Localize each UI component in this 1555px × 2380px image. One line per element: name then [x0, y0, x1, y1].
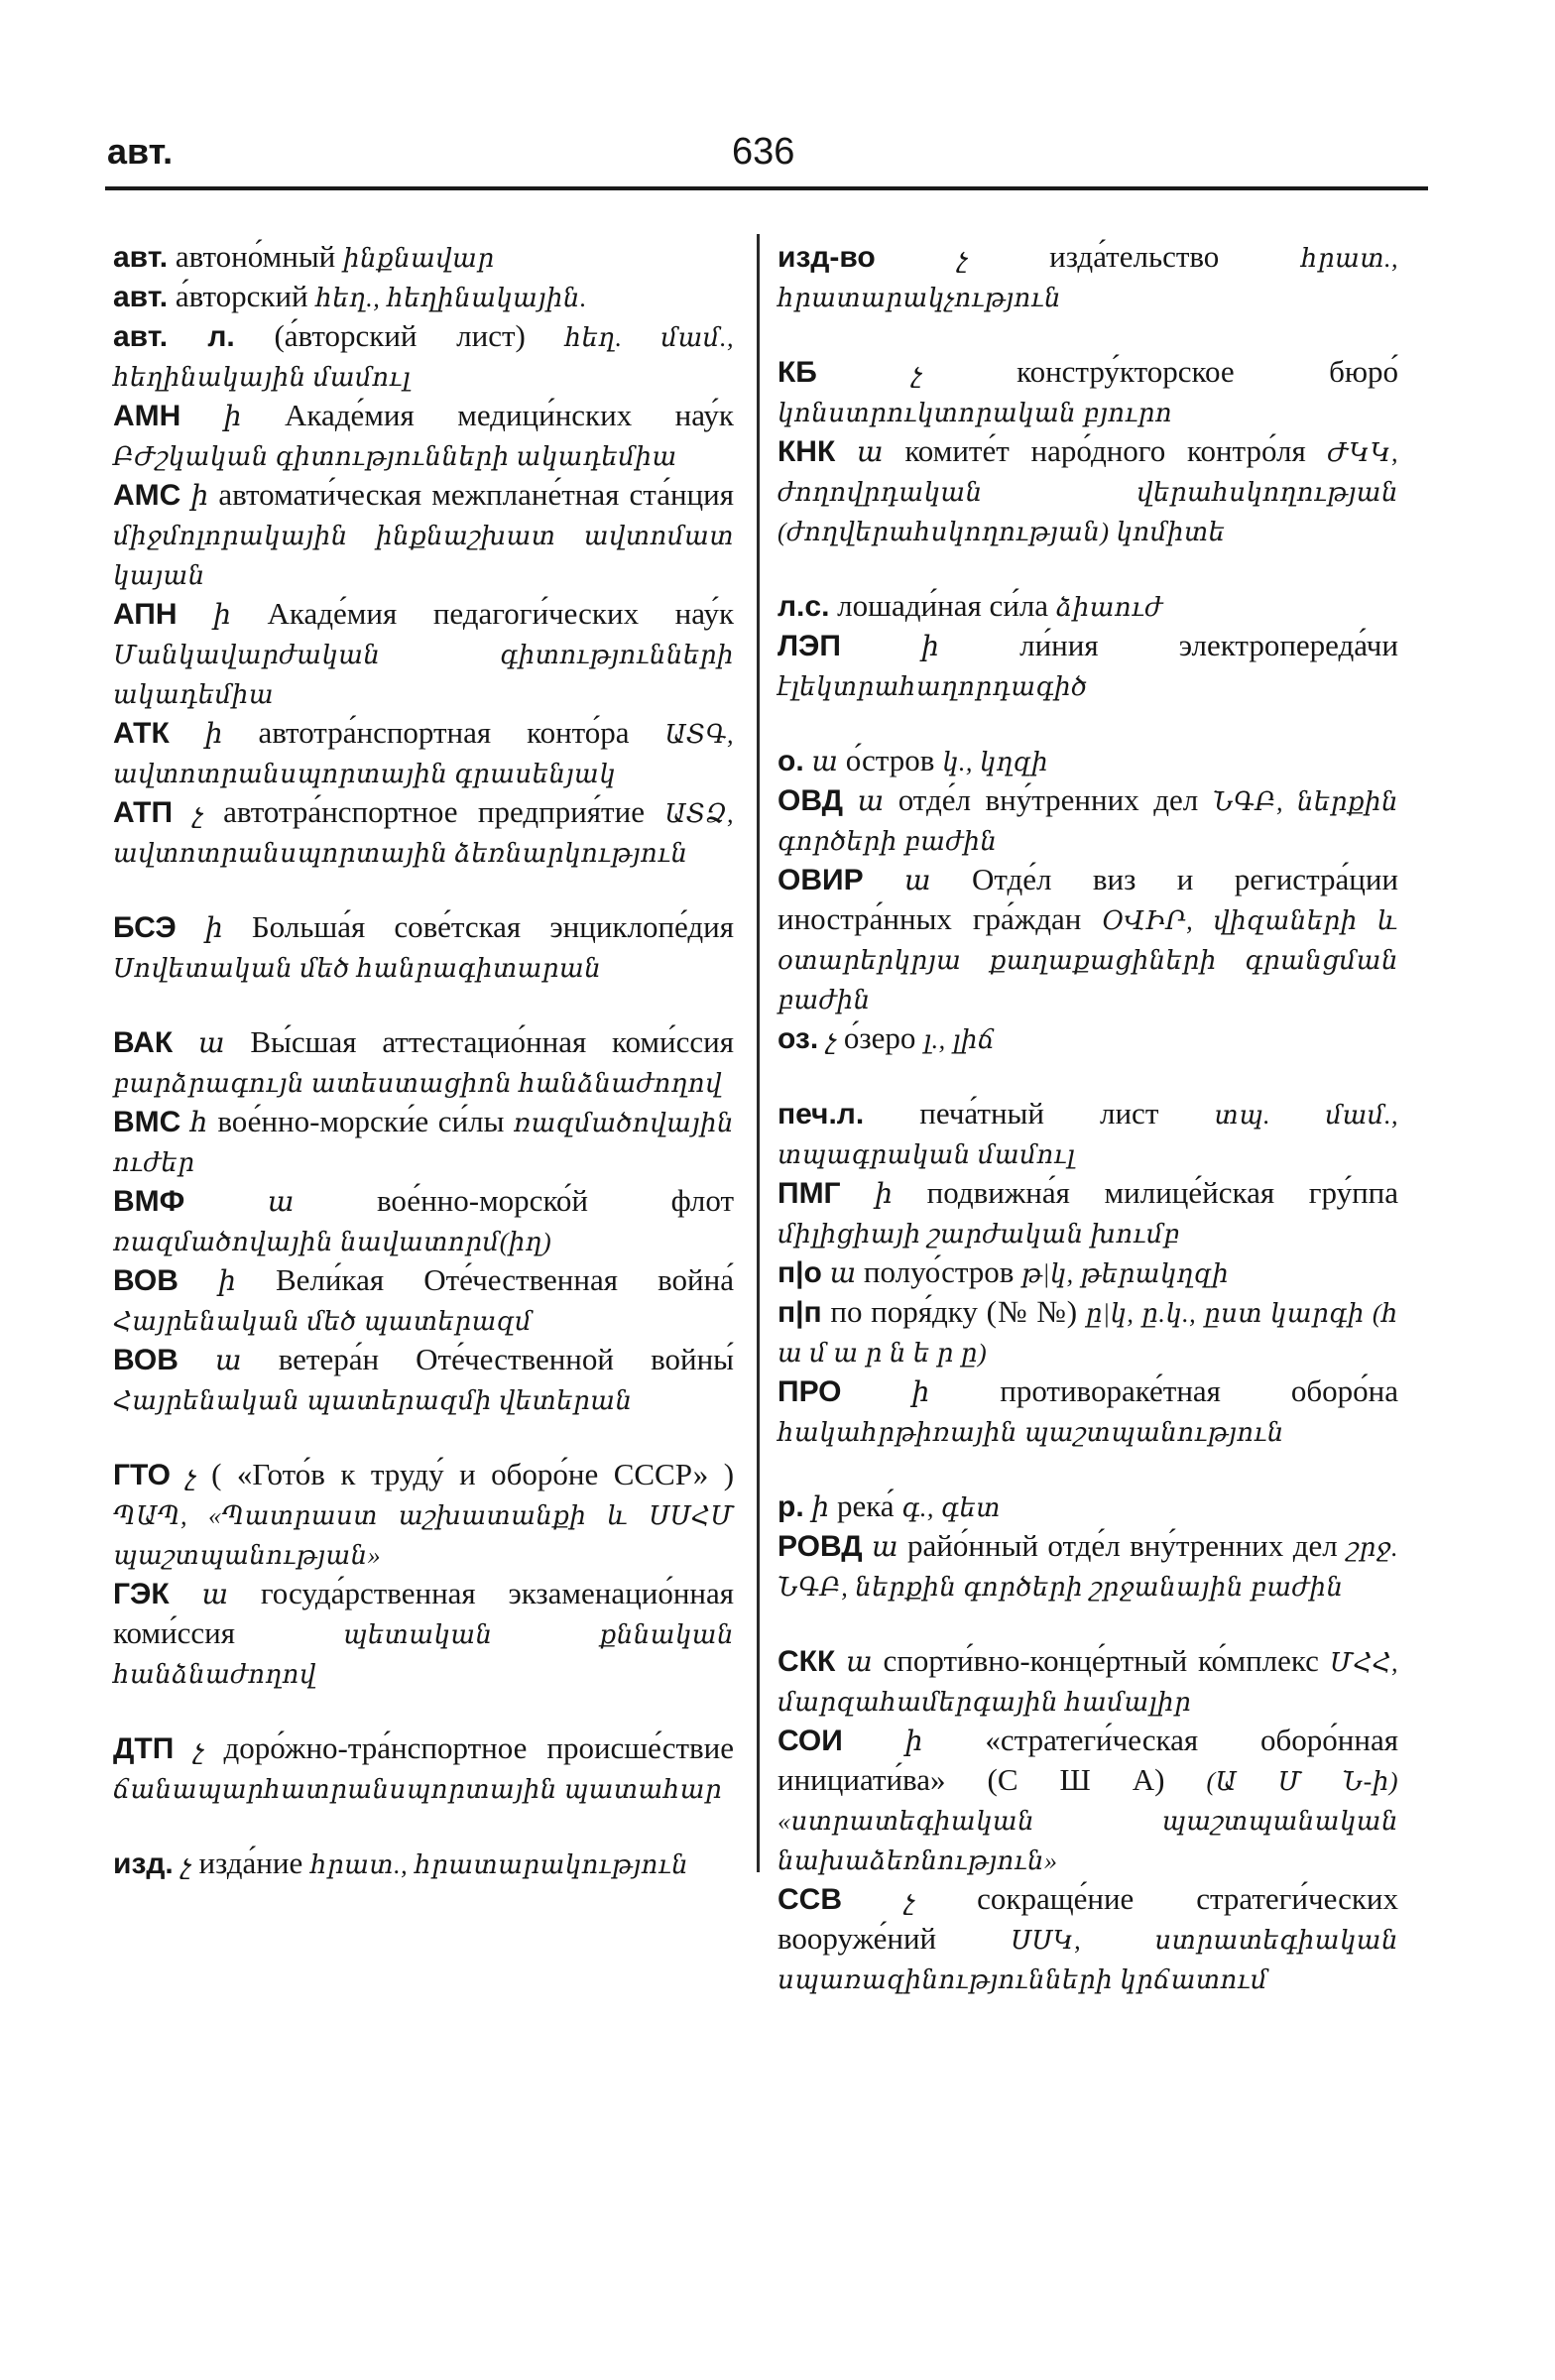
entry-abbreviation: ВМС — [113, 1106, 181, 1138]
entry-expansion: вое́нно-морски́е си́лы — [217, 1104, 505, 1138]
dictionary-entry — [778, 1095, 1398, 1174]
entry-grammar-mark: ի — [204, 719, 223, 750]
entry-expansion: сокраще́ние стратеги́ческих вооруже́ний — [778, 1881, 1399, 1956]
entry-expansion: госуда́рственная экзаменацио́нная коми́ссия — [113, 1576, 735, 1650]
entry-grammar-mark: ի — [190, 481, 209, 512]
entry-abbreviation: л.с. — [778, 590, 830, 623]
entry-armenian-translation: պետական քննական հանձնաժողով — [113, 1620, 734, 1689]
entry-expansion: подвижна́я милице́йская гру́ппа — [926, 1175, 1399, 1210]
entry-expansion: автоно́мный — [175, 239, 336, 274]
entry-expansion: а́вторский — [175, 279, 308, 313]
page-number: 636 — [732, 131, 795, 173]
entry-expansion: лошади́ная си́ла — [837, 588, 1049, 623]
entry-armenian-translation: միջմոլորակային ինքնաշխատ ավտոմատ կայան — [113, 522, 734, 590]
entry-armenian-translation: Սովետական մեծ հանրագիտարան — [113, 954, 602, 983]
entry-expansion: ( «Гото́в к труду́ и оборо́не СССР» ) — [211, 1457, 735, 1491]
entry-abbreviation: авт. — [113, 241, 169, 274]
entry-grammar-mark: չ — [957, 243, 968, 274]
entry-armenian-translation: Հայրենական պատերազմի վետերան — [113, 1386, 633, 1415]
dictionary-entry — [778, 627, 1398, 706]
entry-expansion: ветера́н Оте́чественной войны́ — [278, 1342, 735, 1376]
entry-abbreviation: АПН — [113, 598, 178, 631]
dictionary-entry — [113, 595, 734, 714]
entry-grammar-mark: ա — [872, 1532, 898, 1563]
entry-armenian-translation: ձիաուժ — [1055, 593, 1163, 622]
entry-abbreviation: авт. — [113, 281, 169, 313]
entry-armenian-translation: թ|կ, թերակղզի — [1021, 1259, 1230, 1288]
entry-grammar-mark: ա — [197, 1028, 225, 1059]
entry-abbreviation: КБ — [778, 356, 817, 389]
dictionary-entry — [778, 861, 1398, 1019]
dictionary-entry — [778, 1527, 1398, 1606]
left-column — [113, 238, 734, 1884]
entry-grammar-mark: չ — [903, 1885, 915, 1916]
entry-armenian-translation: ՕՎԻՐ, վիզաների և օտարերկրյա քաղաքացիների գրանցման բաժին — [778, 906, 1398, 1014]
entry-armenian-translation: ԱՏԳ, ավտոտրանսպորտային գրասենյակ — [113, 720, 735, 788]
entry-abbreviation: БСЭ — [113, 911, 177, 944]
entry-armenian-translation: (Ա Մ Ն-ի) «ստրատեգիական պաշտպանական նախաձեռնություն» — [778, 1767, 1399, 1875]
entry-grammar-mark: չ — [193, 1734, 204, 1765]
dictionary-entry — [113, 1341, 734, 1420]
entry-expansion: о́стров — [845, 743, 935, 777]
dictionary-entry — [113, 1103, 734, 1182]
entry-expansion: ли́ния электропереда́чи — [1019, 628, 1398, 662]
dictionary-entry — [778, 1174, 1398, 1253]
dictionary-entry — [113, 1023, 734, 1103]
dictionary-entry — [778, 432, 1398, 551]
entry-abbreviation: ДТП — [113, 1732, 175, 1765]
entry-grammar-mark: ի — [811, 1492, 830, 1523]
right-column — [778, 238, 1398, 1999]
header-rule — [105, 186, 1428, 190]
entry-abbreviation: ВОВ — [113, 1344, 179, 1376]
entry-abbreviation: ПМГ — [778, 1177, 841, 1210]
entry-armenian-translation: ՍՍԿ, ստրատեգիական սպառազինությունների կրճատում — [778, 1926, 1398, 1994]
entry-armenian-translation: տպ. մամ., տպագրական մամուլ — [778, 1101, 1399, 1169]
entry-abbreviation: АМН — [113, 400, 181, 432]
entry-expansion: (а́вторский лист) — [274, 318, 526, 353]
entry-grammar-mark: ի — [204, 913, 223, 944]
entry-abbreviation: ГЭК — [113, 1578, 170, 1610]
entry-abbreviation: КНК — [778, 435, 836, 468]
entry-expansion: противораке́тная оборо́на — [1000, 1373, 1399, 1408]
dictionary-entry — [778, 1293, 1398, 1372]
entry-armenian-translation: ռազմածովային ուժեր — [113, 1109, 735, 1177]
entry-grammar-mark: ա — [903, 866, 931, 896]
dictionary-entry — [113, 1456, 734, 1575]
entry-abbreviation: п|п — [778, 1296, 822, 1329]
entry-abbreviation: п|о — [778, 1256, 822, 1289]
dictionary-entry — [778, 353, 1398, 432]
entry-expansion: Акаде́мия педагоги́ческих нау́к — [267, 596, 735, 631]
entry-grammar-mark: ի — [218, 1266, 236, 1297]
entry-armenian-translation: ՆԳԲ, ներքին գործերի բաժին — [778, 787, 1399, 856]
entry-abbreviation: ВАК — [113, 1026, 174, 1059]
entry-grammar-mark: ա — [846, 1647, 873, 1678]
entry-abbreviation: АТК — [113, 717, 170, 750]
dictionary-entry — [778, 781, 1398, 861]
entry-expansion: Вы́сшая аттестацио́нная коми́ссия — [250, 1024, 735, 1059]
dictionary-entry — [113, 714, 734, 793]
dictionary-entry — [778, 587, 1398, 627]
entry-grammar-mark: չ — [825, 1024, 837, 1055]
entry-abbreviation: ВОВ — [113, 1264, 179, 1297]
entry-expansion: Вели́кая Оте́чественная война́ — [275, 1262, 734, 1297]
entry-armenian-translation: հրատ., հրատարակություն — [309, 1850, 689, 1879]
entry-expansion: изда́тельство — [1049, 239, 1220, 274]
entry-abbreviation: ОВД — [778, 784, 843, 817]
entry-armenian-translation: ռազմածովային նավատորմ(իղ) — [113, 1228, 552, 1256]
entry-armenian-translation: ինքնավար — [343, 244, 495, 273]
dictionary-entry — [778, 1880, 1398, 1999]
dictionary-entry — [113, 1844, 734, 1884]
entry-armenian-translation: ճանապարհատրանսպորտային պատահար — [113, 1775, 723, 1804]
entry-abbreviation: АТП — [113, 796, 174, 829]
entry-armenian-translation: հրատ., հրատարակչություն — [778, 244, 1399, 312]
entry-abbreviation: ССВ — [778, 1883, 842, 1916]
entry-armenian-translation: ԱՏՁ, ավտոտրանսպորտային ձեռնարկություն — [113, 799, 735, 868]
dictionary-entry — [113, 908, 734, 988]
entry-grammar-mark: ի — [911, 1377, 930, 1408]
entry-abbreviation: АМС — [113, 479, 181, 512]
entry-armenian-translation: հեղ. մամ., հեղինակային մամուլ — [113, 323, 735, 392]
dictionary-entry — [778, 1642, 1398, 1722]
dictionary-entry — [778, 1722, 1398, 1880]
entry-abbreviation: авт. л. — [113, 320, 235, 353]
entry-abbreviation: РОВД — [778, 1530, 863, 1563]
entry-grammar-mark: ա — [215, 1346, 242, 1376]
entry-abbreviation: о. — [778, 745, 804, 777]
entry-armenian-translation: ը|կ, ը.կ., ըստ կարգի (հ ա մ ա ր ն ե ր ը) — [778, 1299, 1399, 1368]
entry-abbreviation: ВМФ — [113, 1185, 185, 1218]
entry-abbreviation: ГТО — [113, 1459, 171, 1491]
entry-armenian-translation: հեղ., հեղինակային. — [315, 284, 587, 312]
entry-grammar-mark: հ — [189, 1108, 208, 1138]
entry-grammar-mark: ա — [857, 786, 885, 817]
entry-armenian-translation: կոնստրուկտորական բյուրո — [778, 399, 1173, 427]
dictionary-entry — [778, 238, 1398, 317]
entry-abbreviation: ЛЭП — [778, 630, 841, 662]
entry-grammar-mark: ի — [921, 632, 939, 662]
entry-abbreviation: ПРО — [778, 1375, 842, 1408]
dictionary-entry — [113, 476, 734, 595]
entry-grammar-mark: ի — [223, 402, 242, 432]
entry-expansion: «стратеги́ческая оборо́нная инициати́ва» (С Ш А) — [778, 1723, 1398, 1797]
entry-armenian-translation: միլիցիայի շարժական խումբ — [778, 1220, 1180, 1249]
entry-expansion: изда́ние — [198, 1845, 303, 1880]
entry-expansion: автомати́ческая межплане́тная ста́нция — [218, 477, 734, 512]
dictionary-entry — [778, 742, 1398, 781]
entry-expansion: Больша́я сове́тская энциклопе́дия — [251, 909, 735, 944]
entry-armenian-translation: բարձրագույն ատեստացիոն հանձնաժողով — [113, 1069, 723, 1098]
entry-expansion: Отде́л виз и регистра́ции иностра́нных гра́ждан — [778, 862, 1399, 936]
entry-abbreviation: р. — [778, 1490, 804, 1523]
dictionary-entry — [113, 793, 734, 873]
entry-grammar-mark: ա — [201, 1580, 229, 1610]
entry-grammar-mark: չ — [192, 798, 203, 829]
running-header-word: авт. — [107, 131, 174, 172]
entry-expansion: по поря́дку (№ №) — [830, 1294, 1078, 1329]
entry-armenian-translation: հակահրթիռային պաշտպանություն — [778, 1418, 1284, 1447]
entry-expansion: вое́нно-морско́й флот — [377, 1183, 735, 1218]
entry-expansion: констру́кторское бюро́ — [1017, 354, 1399, 389]
entry-expansion: автотра́нспортное предприя́тие — [223, 794, 645, 829]
entry-expansion: полуо́стров — [863, 1254, 1015, 1289]
dictionary-entry — [113, 397, 734, 476]
dictionary-entry — [778, 1019, 1398, 1059]
column-divider — [757, 234, 760, 1872]
entry-expansion: Акаде́мия медици́нских нау́к — [285, 398, 734, 432]
entry-armenian-translation: էլեկտրահաղորդագիծ — [778, 672, 1088, 701]
entry-abbreviation: СОИ — [778, 1725, 843, 1757]
dictionary-entry — [113, 238, 734, 278]
dictionary-entry — [778, 1488, 1398, 1527]
entry-armenian-translation: Հայրենական մեծ պատերազմ — [113, 1307, 533, 1336]
entry-grammar-mark: ի — [213, 600, 231, 631]
entry-expansion: автотра́нспортная конто́ра — [258, 715, 630, 750]
entry-grammar-mark: ա — [829, 1258, 857, 1289]
entry-expansion: река́ — [836, 1488, 895, 1523]
entry-grammar-mark: ա — [857, 437, 884, 468]
entry-armenian-translation: ԲԺշկական գիտությունների ակադեմիա — [113, 442, 677, 471]
dictionary-entry — [778, 1372, 1398, 1452]
entry-expansion: доро́жно-тра́нспортное происше́ствие — [223, 1730, 734, 1765]
entry-grammar-mark: չ — [180, 1849, 191, 1880]
entry-armenian-translation: շրջ. ՆԳԲ, ներքին գործերի շրջանային բաժին — [778, 1533, 1398, 1602]
entry-armenian-translation: ՄՀՀ, մարզահամերգային համալիր — [778, 1648, 1398, 1717]
dictionary-entry — [113, 1575, 734, 1694]
entry-grammar-mark: ա — [267, 1187, 295, 1218]
entry-grammar-mark: ա — [811, 747, 838, 777]
entry-grammar-mark: չ — [911, 358, 922, 389]
dictionary-entry — [113, 1261, 734, 1341]
entry-abbreviation: оз. — [778, 1022, 819, 1055]
entry-expansion: комите́т наро́дного контро́ля — [904, 433, 1306, 468]
entry-abbreviation: изд-во — [778, 241, 876, 274]
entry-grammar-mark: ի — [875, 1179, 893, 1210]
entry-armenian-translation: ԺԿԿ, ժողովրդական վերահսկողության (ժողվերահսկողության) կոմիտե — [778, 438, 1399, 546]
entry-armenian-translation: ՊԱՊ, «Պատրաստ աշխատանքի և ՍՍՀՄ պաշտպանության» — [113, 1501, 734, 1570]
entry-armenian-translation: կ., կղզի — [942, 748, 1049, 776]
dictionary-entry — [113, 1182, 734, 1261]
dictionary-entry — [778, 1253, 1398, 1293]
entry-expansion: печа́тный лист — [919, 1096, 1159, 1130]
entry-armenian-translation: Մանկավարժական գիտությունների ակադեմիա — [113, 641, 734, 709]
entry-expansion: спорти́вно-конце́ртный ко́мплекс — [883, 1643, 1319, 1678]
entry-abbreviation: изд. — [113, 1847, 174, 1880]
entry-expansion: райо́нный отде́л вну́тренних дел — [907, 1528, 1338, 1563]
entry-expansion: отде́л вну́тренних дел — [897, 782, 1199, 817]
entry-armenian-translation: գ., գետ — [901, 1493, 1001, 1522]
dictionary-entry — [113, 317, 734, 397]
entry-grammar-mark: չ — [185, 1461, 196, 1491]
dictionary-entry — [113, 278, 734, 317]
entry-abbreviation: печ.л. — [778, 1098, 865, 1130]
entry-expansion: о́зеро — [843, 1020, 916, 1055]
dictionary-entry — [113, 1729, 734, 1809]
entry-abbreviation: СКК — [778, 1645, 836, 1678]
entry-grammar-mark: ի — [904, 1726, 923, 1757]
entry-abbreviation: ОВИР — [778, 864, 864, 896]
entry-armenian-translation: լ., լիճ — [923, 1025, 996, 1054]
